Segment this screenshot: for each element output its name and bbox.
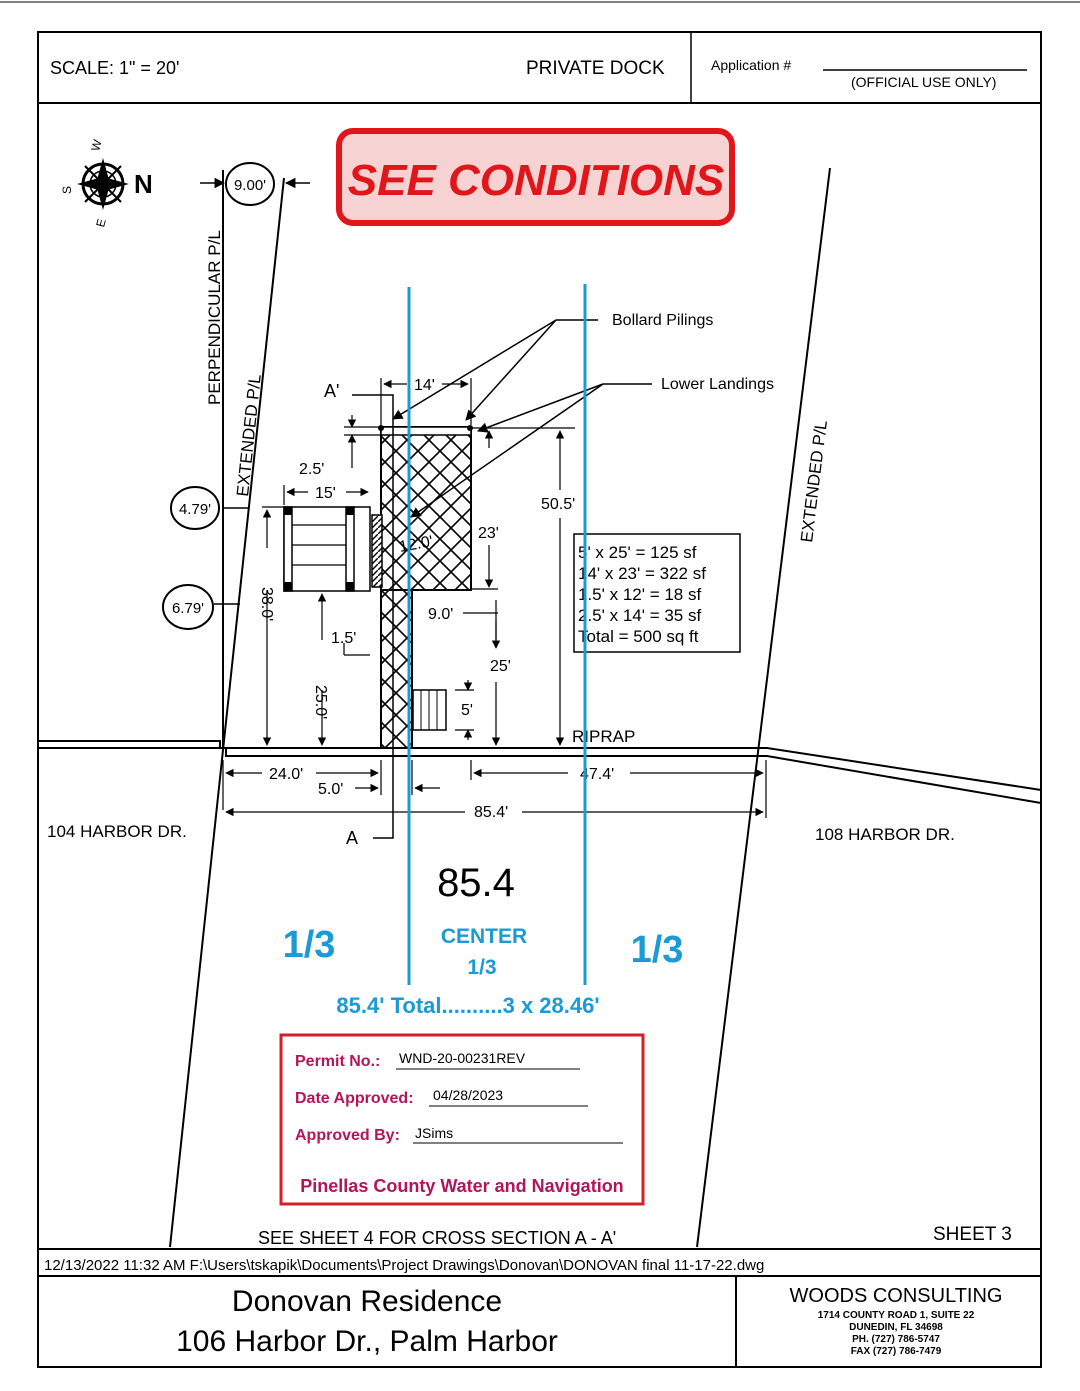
stairs bbox=[413, 690, 446, 730]
company-address-1: 1714 COUNTY ROAD 1, SUITE 22 bbox=[817, 1310, 975, 1321]
third-right-label: 1/3 bbox=[630, 929, 684, 971]
perpendicular-pl-label: PERPENDICULAR P/L bbox=[205, 230, 224, 405]
circled-dim-6-79-text: 6.79' bbox=[171, 600, 205, 617]
shoreline bbox=[38, 741, 1041, 803]
file-path: 12/13/2022 11:32 AM F:\Users\tskapik\Documents\Project Drawings\Donovan\DONOVAN final 11-17-22.dwg bbox=[44, 1257, 765, 1274]
dim-23: 23' bbox=[478, 525, 499, 542]
section-a: A bbox=[346, 828, 359, 848]
dim-5-0: 5.0' bbox=[318, 781, 344, 798]
compass-west: W bbox=[88, 138, 105, 153]
dim-2-5: 2.5' bbox=[299, 461, 325, 478]
bollard-piling bbox=[378, 425, 384, 431]
application-label: Application # bbox=[711, 57, 792, 73]
sheet-number: SHEET 3 bbox=[933, 1224, 1012, 1245]
scale-label: SCALE: 1" = 20' bbox=[50, 58, 180, 78]
dim-12: 12.0' bbox=[397, 533, 435, 556]
dim-50-5: 50.5' bbox=[541, 496, 576, 513]
lower-landings-label: Lower Landings bbox=[661, 376, 774, 393]
bollard-leader bbox=[393, 320, 598, 420]
compass-east: E bbox=[93, 217, 109, 229]
area-line: 1.5' x 12' = 18 sf bbox=[578, 585, 702, 604]
circled-dim-9-text: 9.00' bbox=[233, 177, 267, 194]
circled-dim-9 bbox=[226, 163, 274, 205]
dim-24: 24.0' bbox=[269, 766, 304, 783]
drawing-type: PRIVATE DOCK bbox=[526, 58, 665, 79]
circled-dim-4-79-text: 4.79' bbox=[178, 501, 212, 518]
dim-14: 14' bbox=[414, 377, 435, 394]
circled-dim-6-79 bbox=[163, 585, 213, 629]
date-approved-value: 04/28/2023 bbox=[433, 1087, 504, 1103]
permit-no-value: WND-20-00231REV bbox=[399, 1050, 526, 1066]
conditions-banner-text: SEE CONDITIONS bbox=[347, 156, 725, 205]
project-name: Donovan Residence bbox=[231, 1285, 503, 1318]
dim-85-4: 85.4' bbox=[474, 804, 509, 821]
extended-pl-right-line bbox=[697, 168, 830, 1247]
agency-name: Pinellas County Water and Navigation bbox=[300, 1176, 624, 1196]
section-a-prime: A' bbox=[324, 381, 340, 401]
left-lot-label: 104 HARBOR DR. bbox=[47, 822, 187, 841]
date-approved-label: Date Approved: bbox=[295, 1090, 414, 1107]
area-table-lines bbox=[578, 543, 706, 646]
lower-landing-hatch bbox=[372, 515, 382, 587]
third-center-label: CENTER bbox=[440, 925, 528, 948]
riprap-label: RIPRAP bbox=[572, 727, 636, 746]
company-fax: FAX (727) 786-7479 bbox=[850, 1346, 942, 1357]
dim-9: 9.0' bbox=[428, 606, 454, 623]
area-line: 5' x 25' = 125 sf bbox=[578, 543, 697, 562]
dim-5: 5' bbox=[461, 702, 473, 719]
permit-no-label: Permit No.: bbox=[295, 1053, 381, 1070]
thirds-summary: 85.4' Total..........3 x 28.46' bbox=[336, 993, 600, 1018]
compass-south: S bbox=[60, 185, 74, 194]
official-use-label: (OFFICIAL USE ONLY) bbox=[851, 74, 997, 90]
dim-1-5: 1.5' bbox=[331, 630, 357, 647]
dim-38: 38.0' bbox=[258, 587, 275, 622]
area-line: 2.5' x 14' = 35 sf bbox=[578, 606, 702, 625]
dim-25-0: 25.0' bbox=[312, 685, 329, 720]
right-lot-label: 108 HARBOR DR. bbox=[815, 825, 955, 844]
third-center-fraction: 1/3 bbox=[467, 956, 497, 979]
company-name: WOODS CONSULTING bbox=[789, 1285, 1003, 1307]
area-total: Total = 500 sq ft bbox=[578, 627, 699, 646]
area-line: 14' x 23' = 322 sf bbox=[578, 564, 706, 583]
upper-landing-strip bbox=[381, 427, 471, 435]
company-phone: PH. (727) 786-5747 bbox=[852, 1334, 940, 1345]
dim-25: 25' bbox=[490, 658, 511, 675]
total-width-number: 85.4 bbox=[437, 861, 515, 905]
dim-15: 15' bbox=[315, 485, 336, 502]
third-left-label: 1/3 bbox=[282, 924, 336, 966]
extended-pl-left-label: EXTENDED P/L bbox=[233, 373, 265, 498]
compass-north: N bbox=[134, 169, 153, 199]
approved-by-label: Approved By: bbox=[295, 1127, 400, 1144]
extended-pl-right-label: EXTENDED P/L bbox=[797, 419, 831, 544]
company-address-2: DUNEDIN, FL 34698 bbox=[849, 1322, 943, 1333]
terminal-platform bbox=[381, 427, 471, 590]
project-address: 106 Harbor Dr., Palm Harbor bbox=[176, 1325, 558, 1358]
north-arrow-icon bbox=[77, 158, 129, 210]
bollard-pilings-label: Bollard Pilings bbox=[612, 312, 714, 329]
boat-lift bbox=[284, 507, 370, 591]
dim-47-4: 47.4' bbox=[580, 766, 615, 783]
circled-dim-4-79 bbox=[171, 487, 219, 529]
approved-by-value: JSims bbox=[415, 1125, 454, 1141]
cross-section-note: SEE SHEET 4 FOR CROSS SECTION A - A' bbox=[258, 1228, 617, 1248]
